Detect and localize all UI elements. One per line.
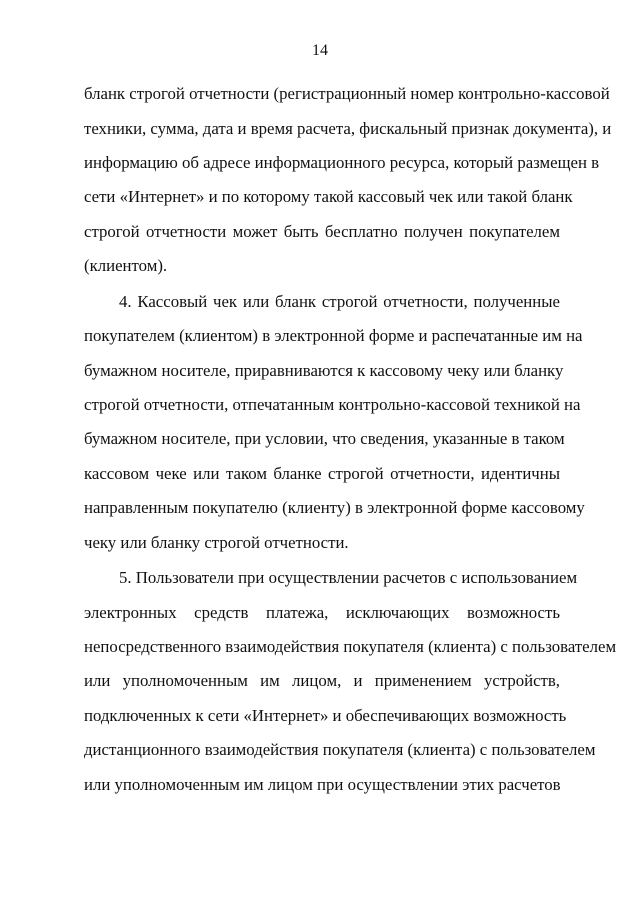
text-line: (клиентом). <box>84 256 168 275</box>
text-line: электронных средств платежа, исключающих возможность <box>84 603 560 622</box>
text-line: кассовом чеке или таком бланке строгой отчетности, идентичны <box>84 464 560 483</box>
text-line: сети «Интернет» и по которому такой кассовый чек или такой бланк <box>84 187 573 206</box>
text-line: строгой отчетности может быть бесплатно получен покупателем <box>84 222 560 241</box>
text-line: дистанционного взаимодействия покупателя (клиента) с пользователем <box>84 740 596 759</box>
text-line: бумажном носителе, при условии, что сведения, указанные в таком <box>84 429 565 448</box>
text-line: подключенных к сети «Интернет» и обеспечивающих возможность <box>84 706 567 725</box>
text-line: или уполномоченным им лицом, и применением устройств, <box>84 671 560 690</box>
text-line: непосредственного взаимодействия покупателя (клиента) с пользователем <box>84 637 617 656</box>
text-line: чеку или бланку строгой отчетности. <box>84 533 349 552</box>
page-number: 14 <box>312 42 328 59</box>
text-line: направленным покупателю (клиенту) в электронной форме кассовому <box>84 498 585 517</box>
text-line: покупателем (клиентом) в электронной форме и распечатанные им на <box>84 326 583 345</box>
paragraph-4-start: 4. Кассовый чек или бланк строгой отчетности, полученные <box>119 292 560 311</box>
paragraph-5-start: 5. Пользователи при осуществлении расчетов с использованием <box>119 568 578 587</box>
text-line: техники, сумма, дата и время расчета, фискальный признак документа), и <box>84 119 612 138</box>
text-line: строгой отчетности, отпечатанным контрольно-кассовой техникой на <box>84 395 581 414</box>
text-line: бланк строгой отчетности (регистрационный номер контрольно-кассовой <box>84 84 610 103</box>
text-line: бумажном носителе, приравниваются к кассовому чеку или бланку <box>84 361 564 380</box>
text-line: или уполномоченным им лицом при осуществлении этих расчетов <box>84 775 561 794</box>
text-line: информацию об адресе информационного ресурса, который размещен в <box>84 153 600 172</box>
